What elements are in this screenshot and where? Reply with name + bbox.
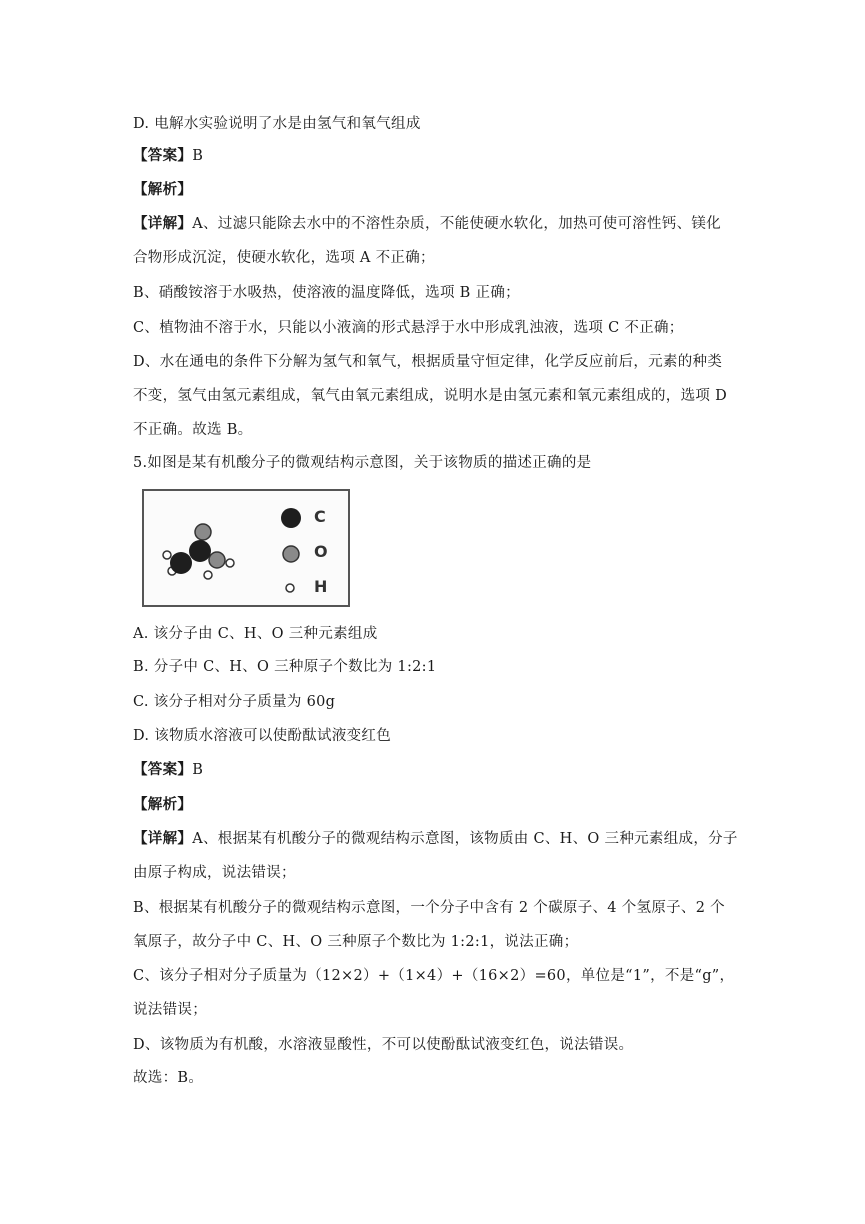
q4-answer (133, 146, 203, 166)
legend-hydrogen-icon (286, 584, 294, 592)
q4-detail-d-line3: 不正确。故选 B。 (133, 422, 253, 438)
q4-detail-a-line1 (133, 214, 721, 234)
q5-answer (133, 760, 203, 780)
detail-tag: 【详解】 (133, 830, 193, 847)
legend-label-h: H (314, 577, 328, 596)
q5-option-b: B. 分子中 C、H、O 三种原子个数比为 1:2:1 (133, 659, 437, 675)
q5-conclusion: 故选：B。 (133, 1070, 204, 1086)
hydrogen-atom (204, 571, 212, 579)
legend-carbon-icon (281, 508, 301, 528)
q4-detail-d-line1: D、水在通电的条件下分解为氢气和氧气，根据质量守恒定律，化学反应前后，元素的种类 (133, 354, 723, 370)
molecule-model (163, 524, 234, 579)
legend-label-c: C (314, 507, 326, 526)
carbon-atom (189, 540, 211, 562)
hydrogen-atom (226, 559, 234, 567)
q5-detail-c-line2: 说法错误； (133, 1002, 207, 1018)
answer-value: B (192, 148, 204, 164)
q5-detail-c-line1: C、该分子相对分子质量为（12×2）+（1×4）+（16×2）=60，单位是“1”，不是“g”， (133, 968, 735, 984)
detail-text: A、根据某有机酸分子的微观结构示意图，该物质由 C、H、O 三种元素组成，分子 (192, 831, 738, 847)
oxygen-atom (195, 524, 211, 540)
legend-oxygen-icon (283, 546, 299, 562)
q5-detail-d: D、该物质为有机酸，水溶液显酸性，不可以使酚酞试液变红色，说法错误。 (133, 1037, 634, 1053)
detail-tag: 【详解】 (133, 215, 193, 232)
answer-tag: 【答案】 (133, 147, 193, 164)
q4-detail-a-line2: 合物形成沉淀，使硬水软化，选项 A 不正确； (133, 250, 435, 266)
q5-analysis-tag: 【解析】 (133, 796, 193, 813)
q5-detail-a-line1 (133, 829, 738, 849)
carbon-atom (170, 552, 192, 574)
q5-option-d: D. 该物质水溶液可以使酚酞试液变红色 (133, 728, 392, 744)
q5-stem: 5.如图是某有机酸分子的微观结构示意图，关于该物质的描述正确的是 (133, 455, 592, 471)
q4-detail-c: C、植物油不溶于水，只能以小液滴的形式悬浮于水中形成乳浊液，选项 C 不正确； (133, 320, 684, 336)
q5-option-c: C. 该分子相对分子质量为 60g (133, 694, 336, 710)
hydrogen-atom (163, 551, 171, 559)
q5-detail-b-line2: 氧原子，故分子中 C、H、O 三种原子个数比为 1:2:1，说法正确； (133, 934, 579, 950)
q5-detail-a-line2: 由原子构成，说法错误； (133, 865, 296, 881)
q5-option-a: A. 该分子由 C、H、O 三种元素组成 (133, 626, 378, 642)
q4-analysis-tag: 【解析】 (133, 181, 193, 198)
q4-detail-d-line2: 不变，氢气由氢元素组成，氧气由氧元素组成，说明水是由氢元素和氧元素组成的，选项 D (133, 388, 728, 404)
q5-detail-b-line1: B、根据某有机酸分子的微观结构示意图，一个分子中含有 2 个碳原子、4 个氢原子、2 个 (133, 900, 725, 916)
legend-label-o: O (314, 542, 328, 561)
answer-tag: 【答案】 (133, 761, 193, 778)
detail-text: A、过滤只能除去水中的不溶性杂质，不能使硬水软化，加热可使可溶性钙、镁化 (192, 216, 721, 232)
molecule-figure (142, 489, 350, 607)
q4-detail-b: B、硝酸铵溶于水吸热，使溶液的温度降低，选项 B 正确； (133, 285, 520, 301)
oxygen-atom (209, 552, 225, 568)
q4-option-d: D. 电解水实验说明了水是由氢气和氧气组成 (133, 116, 421, 132)
answer-value: B (192, 762, 204, 778)
